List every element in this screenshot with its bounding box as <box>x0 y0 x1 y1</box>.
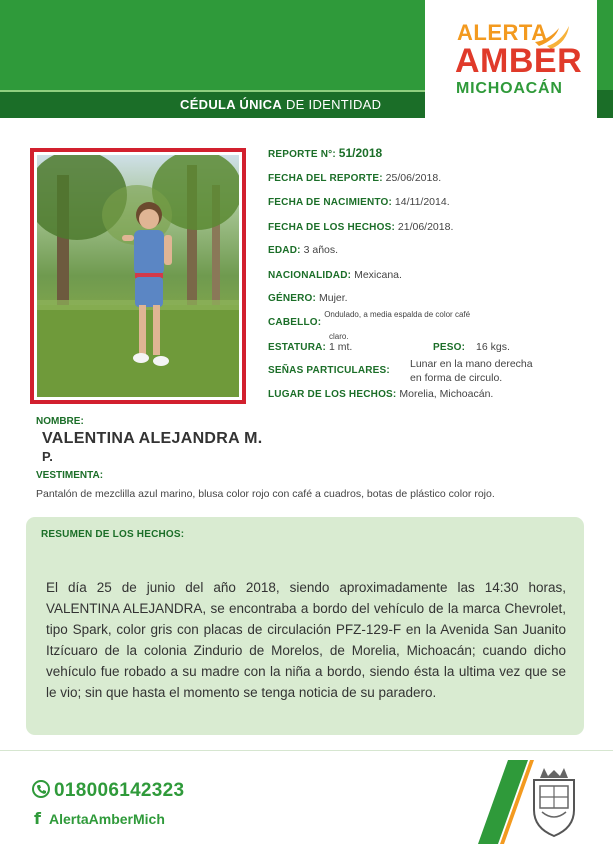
peso-label: PESO: <box>433 342 466 353</box>
fecha-nacimiento-label: FECHA DE NACIMIENTO: <box>268 197 392 208</box>
michoacan-coat-of-arms-icon <box>528 766 580 838</box>
nombre-label: NOMBRE: <box>36 416 84 427</box>
row-edad <box>268 244 338 256</box>
row-cabello <box>268 310 471 328</box>
row-senas-value <box>410 357 533 385</box>
cabello-value-1: Ondulado, a media espalda de color café <box>324 310 471 319</box>
alerta-amber-logo <box>425 0 597 118</box>
header-green-bar <box>0 0 425 90</box>
edad-label: EDAD: <box>268 245 301 256</box>
fecha-reporte-label: FECHA DEL REPORTE: <box>268 173 383 184</box>
fecha-hechos-label: FECHA DE LOS HECHOS: <box>268 222 395 233</box>
reporte-label: REPORTE N°: <box>268 149 336 160</box>
genero-value: Mujer. <box>319 292 348 304</box>
phone-number[interactable] <box>32 780 184 802</box>
senas-label: SEÑAS PARTICULARES: <box>268 365 390 376</box>
resumen-text: El día 25 de junio del año 2018, siendo aproximadamente las 14:30 horas, VALENTINA ALEJANDRA, se encontraba a bordo del vehículo de la marca Chevrolet, tipo Spark, color gris con placas de circulación PFZ-129-F en la Avenida San Juanito Itzícuaro de la colonia Zindurio de Morelos, de Morelia, Michoacán; cuando dicho vehículo fue robado a su madre con la niña a bordo, siendo ésta la ultima vez que se le vio; sin que hasta el momento se tenga noticia de su paradero. <box>46 580 566 700</box>
cabello-value-2: claro. <box>329 332 349 341</box>
reporte-value: 51/2018 <box>338 146 383 160</box>
row-senas <box>268 364 390 376</box>
resumen-label: RESUMEN DE LOS HECHOS: <box>41 529 185 540</box>
fecha-hechos-value: 21/06/2018. <box>397 221 454 233</box>
fecha-reporte-value: 25/06/2018. <box>385 172 442 184</box>
row-fecha-hechos <box>268 221 453 233</box>
fecha-nacimiento-value: 14/11/2014. <box>394 196 450 208</box>
photo-illustration <box>37 155 239 397</box>
row-genero <box>268 292 348 304</box>
lugar-label: LUGAR DE LOS HECHOS: <box>268 389 397 400</box>
logo-text-amber: AMBER <box>455 42 583 80</box>
lugar-value: Morelia, Michoacán. <box>399 388 494 400</box>
row-fecha-nacimiento <box>268 196 450 208</box>
row-lugar <box>268 388 493 400</box>
row-peso <box>433 341 510 353</box>
document-title: CÉDULA ÚNICA DE IDENTIDAD <box>180 97 382 112</box>
row-nacionalidad <box>268 269 402 281</box>
header <box>0 0 613 118</box>
row-fecha-reporte <box>268 172 441 184</box>
logo-text-michoacan: MICHOACÁN <box>456 80 563 97</box>
footer-divider <box>0 750 613 751</box>
vestimenta-label: VESTIMENTA: <box>36 470 104 481</box>
logo-text-alerta: ALERTA <box>457 20 548 45</box>
estatura-value: 1 mt. <box>329 341 353 353</box>
facebook-link[interactable] <box>34 809 165 828</box>
header-stripe <box>0 90 425 92</box>
peso-value: 16 kgs. <box>476 341 510 353</box>
genero-label: GÉNERO: <box>268 293 317 304</box>
senas-value-2: en forma de circulo. <box>410 372 503 384</box>
cabello-label: CABELLO: <box>268 317 322 328</box>
phone-number-text: 018006142323 <box>54 780 185 801</box>
facebook-icon: f <box>34 809 41 828</box>
missing-child-photo <box>37 155 239 397</box>
whatsapp-phone-icon <box>32 780 50 798</box>
edad-value: 3 años. <box>303 244 339 256</box>
resumen-box <box>26 517 584 735</box>
senas-value-1: Lunar en la mano derecha <box>410 358 533 370</box>
row-estatura <box>268 341 352 353</box>
photo-frame <box>30 148 246 404</box>
facebook-handle: AlertaAmberMich <box>48 811 165 827</box>
vestimenta-value: Pantalón de mezclilla azul marino, blusa color rojo con café a cuadros, botas de plástico color rojo. <box>36 488 495 500</box>
nacionalidad-label: NACIONALIDAD: <box>268 270 352 281</box>
nombre-value-line2: P. <box>42 449 54 464</box>
nombre-value <box>42 428 302 465</box>
estatura-label: ESTATURA: <box>268 342 327 353</box>
nombre-value-line1: VALENTINA ALEJANDRA M. <box>42 430 263 447</box>
row-reporte <box>268 146 382 160</box>
nacionalidad-value: Mexicana. <box>354 269 402 281</box>
header-right-band <box>597 90 613 118</box>
